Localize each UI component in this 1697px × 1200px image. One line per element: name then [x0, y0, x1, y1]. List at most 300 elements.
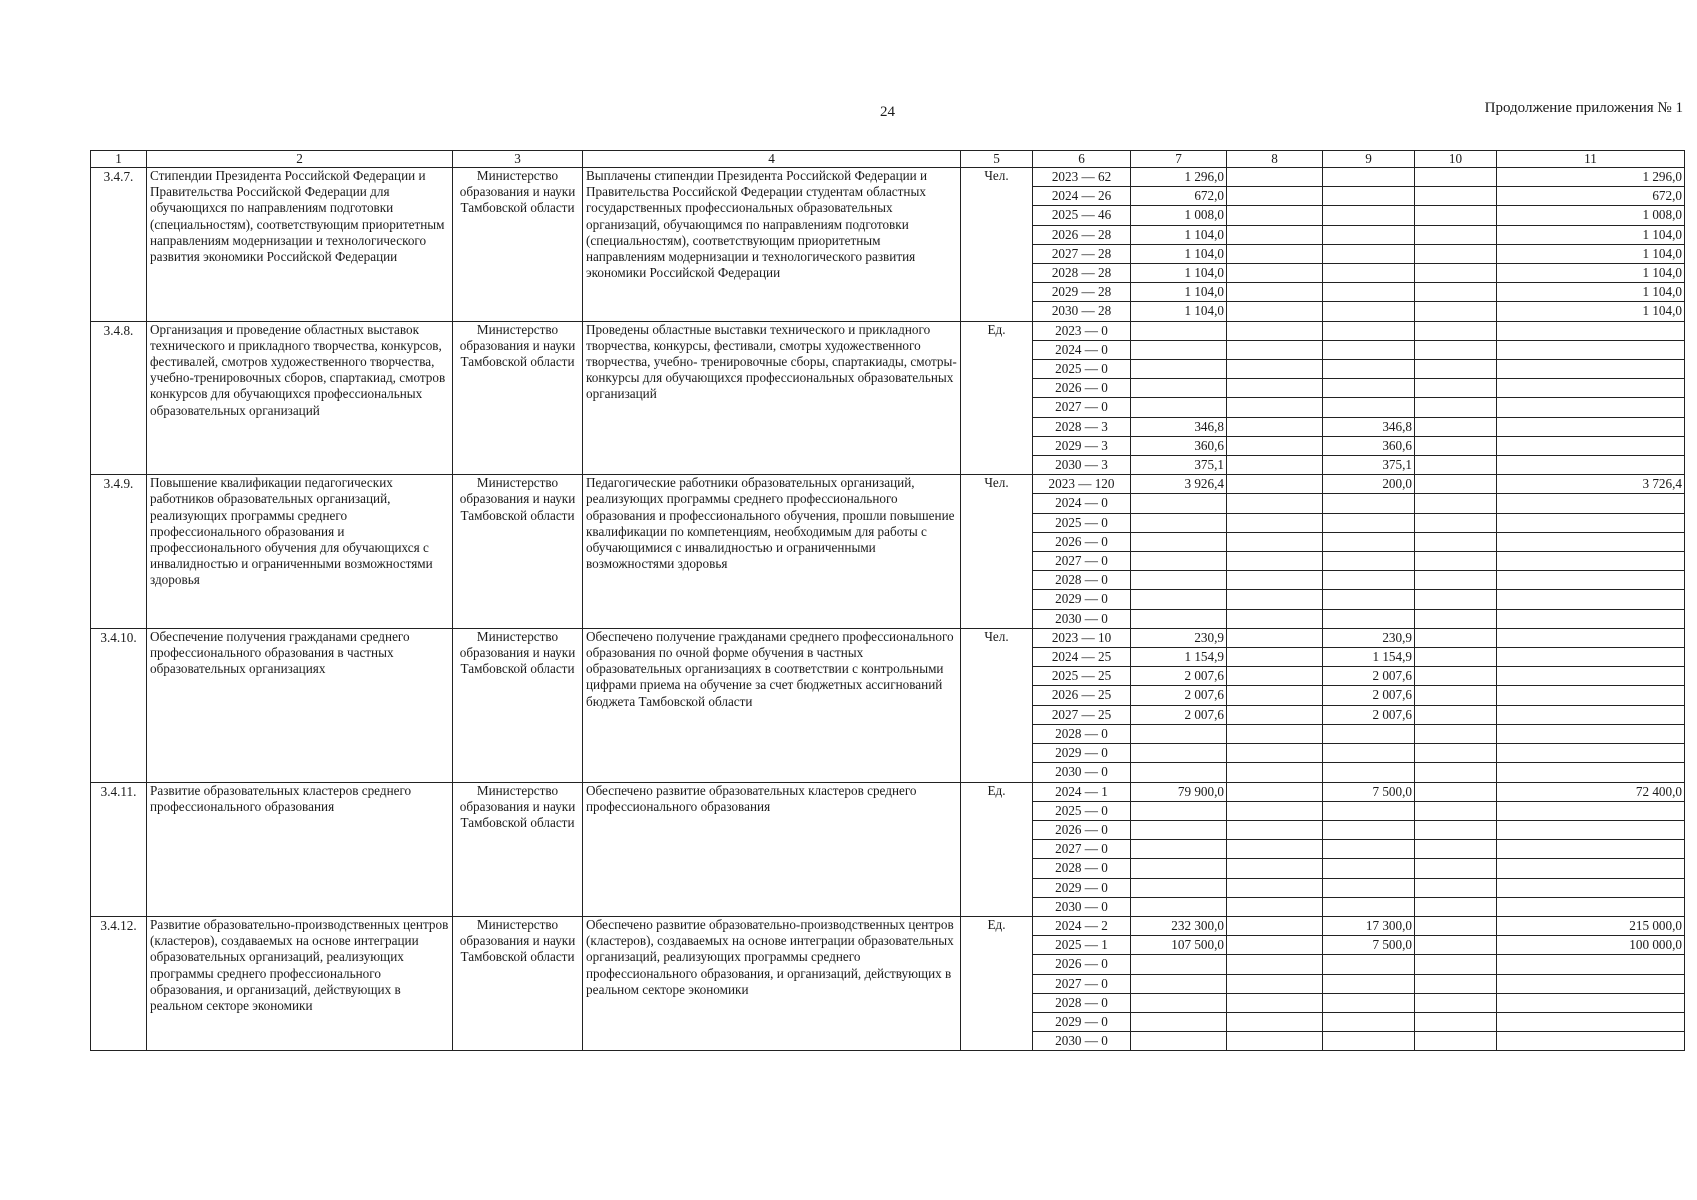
funding-c7: 1 104,0	[1131, 244, 1227, 263]
year-value: 2030 — 3	[1033, 456, 1131, 475]
column-number-row	[91, 151, 1685, 168]
funding-c9	[1323, 244, 1415, 263]
year-value: 2023 — 120	[1033, 475, 1131, 494]
funding-c10	[1415, 686, 1497, 705]
funding-c8	[1227, 571, 1323, 590]
funding-c10	[1415, 820, 1497, 839]
funding-c11	[1497, 590, 1685, 609]
funding-c11	[1497, 417, 1685, 436]
funding-c9: 346,8	[1323, 417, 1415, 436]
funding-c7	[1131, 379, 1227, 398]
item-number: 3.4.11.	[91, 782, 147, 916]
funding-c10	[1415, 801, 1497, 820]
funding-c10	[1415, 552, 1497, 571]
funding-c10	[1415, 513, 1497, 532]
funding-c11: 215 000,0	[1497, 916, 1685, 935]
funding-c10	[1415, 360, 1497, 379]
funding-c8	[1227, 283, 1323, 302]
year-value: 2024 — 2	[1033, 916, 1131, 935]
funding-c11: 1 008,0	[1497, 206, 1685, 225]
item-result: Выплачены стипендии Президента Российской Федерации и Правительства Российской Федерации студентам областных государственных профессиональных образовательных организаций, обучающимся по направлениям подготовки (специальностям), соответствующим приоритетным направлениям модернизации и технологического развития экономики Российской Федерации	[583, 168, 961, 322]
item-result: Обеспечено получение гражданами среднего профессионального образования по очной форме обучения в частных образовательных организациях в соответствии с контрольными цифрами приема на обучение за счет бюджетных ассигнований бюджета Тамбовской области	[583, 628, 961, 782]
funding-c8	[1227, 878, 1323, 897]
funding-c11	[1497, 744, 1685, 763]
year-value: 2023 — 62	[1033, 168, 1131, 187]
funding-c10	[1415, 264, 1497, 283]
year-value: 2024 — 25	[1033, 648, 1131, 667]
year-value: 2024 — 1	[1033, 782, 1131, 801]
funding-c9: 1 154,9	[1323, 648, 1415, 667]
funding-c7	[1131, 993, 1227, 1012]
funding-c10	[1415, 398, 1497, 417]
funding-c8	[1227, 916, 1323, 935]
funding-c9	[1323, 801, 1415, 820]
funding-c10	[1415, 897, 1497, 916]
year-value: 2027 — 0	[1033, 840, 1131, 859]
funding-c7	[1131, 398, 1227, 417]
item-result: Обеспечено развитие образовательных кластеров среднего профессионального образования	[583, 782, 961, 916]
column-header-10: 10	[1415, 151, 1497, 168]
year-value: 2029 — 0	[1033, 744, 1131, 763]
funding-c9	[1323, 1012, 1415, 1031]
funding-c9: 17 300,0	[1323, 916, 1415, 935]
funding-c11	[1497, 456, 1685, 475]
year-value: 2028 — 28	[1033, 264, 1131, 283]
funding-c9: 230,9	[1323, 628, 1415, 647]
funding-c11	[1497, 1032, 1685, 1051]
funding-c11: 672,0	[1497, 187, 1685, 206]
funding-c7: 3 926,4	[1131, 475, 1227, 494]
funding-c7	[1131, 878, 1227, 897]
funding-c10	[1415, 974, 1497, 993]
funding-c7	[1131, 513, 1227, 532]
year-value: 2026 — 25	[1033, 686, 1131, 705]
year-value: 2026 — 0	[1033, 379, 1131, 398]
table-row	[91, 321, 1685, 340]
funding-c7: 1 296,0	[1131, 168, 1227, 187]
funding-c10	[1415, 840, 1497, 859]
funding-c10	[1415, 993, 1497, 1012]
funding-c10	[1415, 321, 1497, 340]
year-value: 2027 — 0	[1033, 974, 1131, 993]
funding-c7	[1131, 321, 1227, 340]
funding-c7	[1131, 360, 1227, 379]
funding-c9	[1323, 494, 1415, 513]
funding-c11	[1497, 993, 1685, 1012]
funding-c11: 1 104,0	[1497, 264, 1685, 283]
table-row	[91, 916, 1685, 935]
funding-c11	[1497, 648, 1685, 667]
item-executor: Министерство образования и науки Тамбовской области	[453, 628, 583, 782]
funding-c8	[1227, 436, 1323, 455]
year-value: 2030 — 0	[1033, 1032, 1131, 1051]
column-header-1: 1	[91, 151, 147, 168]
funding-c11	[1497, 436, 1685, 455]
funding-c9	[1323, 571, 1415, 590]
funding-c11	[1497, 763, 1685, 782]
funding-c10	[1415, 187, 1497, 206]
funding-c11	[1497, 667, 1685, 686]
item-name: Развитие образовательно-производственных центров (кластеров), создаваемых на основе интеграции образовательных организаций, реализующих программы среднего профессионального образования, и организаций, действующих в реальном секторе экономики	[147, 916, 453, 1050]
funding-c8	[1227, 475, 1323, 494]
item-unit: Чел.	[961, 168, 1033, 322]
funding-c11: 100 000,0	[1497, 936, 1685, 955]
funding-c11	[1497, 513, 1685, 532]
item-name: Повышение квалификации педагогических работников образовательных организаций, реализующих программы среднего профессионального образования и профессионального обучения для обучающихся с инвалидностью и ограниченными возможностями здоровья	[147, 475, 453, 629]
item-number: 3.4.8.	[91, 321, 147, 475]
funding-c10	[1415, 456, 1497, 475]
column-header-8: 8	[1227, 151, 1323, 168]
funding-c10	[1415, 417, 1497, 436]
table-row	[91, 168, 1685, 187]
item-unit: Ед.	[961, 782, 1033, 916]
funding-c8	[1227, 379, 1323, 398]
item-unit: Чел.	[961, 475, 1033, 629]
funding-c8	[1227, 244, 1323, 263]
funding-c11	[1497, 628, 1685, 647]
item-executor: Министерство образования и науки Тамбовской области	[453, 782, 583, 916]
funding-c8	[1227, 206, 1323, 225]
funding-c11	[1497, 532, 1685, 551]
funding-c8	[1227, 456, 1323, 475]
funding-c7	[1131, 1012, 1227, 1031]
funding-c8	[1227, 1032, 1323, 1051]
funding-c7: 2 007,6	[1131, 667, 1227, 686]
funding-c9	[1323, 360, 1415, 379]
funding-c9	[1323, 955, 1415, 974]
item-executor: Министерство образования и науки Тамбовской области	[453, 321, 583, 475]
year-value: 2026 — 28	[1033, 225, 1131, 244]
year-value: 2026 — 0	[1033, 820, 1131, 839]
funding-c7	[1131, 571, 1227, 590]
year-value: 2029 — 0	[1033, 878, 1131, 897]
funding-c9	[1323, 993, 1415, 1012]
year-value: 2030 — 0	[1033, 763, 1131, 782]
funding-c8	[1227, 340, 1323, 359]
funding-c10	[1415, 283, 1497, 302]
column-header-4: 4	[583, 151, 961, 168]
funding-c9	[1323, 513, 1415, 532]
funding-c7	[1131, 763, 1227, 782]
funding-c7: 672,0	[1131, 187, 1227, 206]
item-executor: Министерство образования и науки Тамбовской области	[453, 475, 583, 629]
funding-c11	[1497, 398, 1685, 417]
funding-c8	[1227, 859, 1323, 878]
funding-c7: 107 500,0	[1131, 936, 1227, 955]
year-value: 2028 — 0	[1033, 993, 1131, 1012]
funding-c9	[1323, 302, 1415, 321]
funding-c7: 360,6	[1131, 436, 1227, 455]
funding-c9	[1323, 878, 1415, 897]
funding-c10	[1415, 225, 1497, 244]
funding-c8	[1227, 897, 1323, 916]
funding-c7	[1131, 724, 1227, 743]
table-row	[91, 628, 1685, 647]
funding-c9: 2 007,6	[1323, 705, 1415, 724]
funding-c11: 72 400,0	[1497, 782, 1685, 801]
funding-c11	[1497, 897, 1685, 916]
funding-c8	[1227, 609, 1323, 628]
item-executor: Министерство образования и науки Тамбовской области	[453, 916, 583, 1050]
column-header-5: 5	[961, 151, 1033, 168]
item-unit: Ед.	[961, 321, 1033, 475]
year-value: 2027 — 25	[1033, 705, 1131, 724]
funding-c10	[1415, 878, 1497, 897]
funding-c8	[1227, 264, 1323, 283]
funding-c9	[1323, 1032, 1415, 1051]
funding-c11	[1497, 840, 1685, 859]
funding-c11	[1497, 321, 1685, 340]
funding-c8	[1227, 993, 1323, 1012]
item-name: Организация и проведение областных выставок технического и прикладного творчества, конкурсов, фестивалей, смотров художественного творчества, учебно-тренировочных сборов, спартакиад, смотров конкурсов для обучающихся профессиональных образовательных организаций	[147, 321, 453, 475]
year-value: 2028 — 0	[1033, 859, 1131, 878]
funding-c7	[1131, 974, 1227, 993]
funding-c9	[1323, 379, 1415, 398]
funding-c8	[1227, 513, 1323, 532]
funding-c8	[1227, 302, 1323, 321]
funding-c7: 1 104,0	[1131, 225, 1227, 244]
funding-c9	[1323, 974, 1415, 993]
funding-c9: 200,0	[1323, 475, 1415, 494]
funding-c8	[1227, 686, 1323, 705]
funding-c8	[1227, 840, 1323, 859]
funding-c8	[1227, 667, 1323, 686]
funding-c7	[1131, 494, 1227, 513]
year-value: 2023 — 0	[1033, 321, 1131, 340]
year-value: 2024 — 26	[1033, 187, 1131, 206]
funding-c9: 7 500,0	[1323, 782, 1415, 801]
funding-c10	[1415, 744, 1497, 763]
funding-c8	[1227, 936, 1323, 955]
funding-c7	[1131, 859, 1227, 878]
item-result: Проведены областные выставки технического и прикладного творчества, конкурсы, фестивали, смотры художественного творчества, учебно- тренировочные сборы, спартакиады, смотры-конкурсы для обучающихся профессиональных образовательных организаций	[583, 321, 961, 475]
funding-c9: 2 007,6	[1323, 667, 1415, 686]
funding-c7: 232 300,0	[1131, 916, 1227, 935]
funding-c8	[1227, 1012, 1323, 1031]
funding-c11	[1497, 801, 1685, 820]
funding-c7: 346,8	[1131, 417, 1227, 436]
funding-c10	[1415, 936, 1497, 955]
year-value: 2029 — 28	[1033, 283, 1131, 302]
funding-c9	[1323, 321, 1415, 340]
funding-c8	[1227, 532, 1323, 551]
funding-c9: 360,6	[1323, 436, 1415, 455]
funding-c8	[1227, 782, 1323, 801]
year-value: 2030 — 0	[1033, 609, 1131, 628]
funding-c9	[1323, 206, 1415, 225]
funding-c11	[1497, 955, 1685, 974]
funding-c8	[1227, 552, 1323, 571]
funding-c10	[1415, 244, 1497, 263]
funding-c7	[1131, 590, 1227, 609]
funding-c10	[1415, 206, 1497, 225]
item-number: 3.4.12.	[91, 916, 147, 1050]
funding-c9	[1323, 859, 1415, 878]
funding-c7	[1131, 609, 1227, 628]
year-value: 2028 — 3	[1033, 417, 1131, 436]
funding-c10	[1415, 955, 1497, 974]
funding-c10	[1415, 648, 1497, 667]
funding-c11	[1497, 1012, 1685, 1031]
funding-c9	[1323, 763, 1415, 782]
year-value: 2030 — 28	[1033, 302, 1131, 321]
funding-c11	[1497, 571, 1685, 590]
funding-c8	[1227, 763, 1323, 782]
funding-c7	[1131, 897, 1227, 916]
funding-c9	[1323, 609, 1415, 628]
funding-c7	[1131, 744, 1227, 763]
funding-c9	[1323, 724, 1415, 743]
funding-c8	[1227, 398, 1323, 417]
funding-c8	[1227, 705, 1323, 724]
year-value: 2029 — 0	[1033, 1012, 1131, 1031]
funding-c7: 2 007,6	[1131, 686, 1227, 705]
funding-c9	[1323, 552, 1415, 571]
funding-c8	[1227, 494, 1323, 513]
item-unit: Ед.	[961, 916, 1033, 1050]
funding-c7	[1131, 552, 1227, 571]
item-name: Обеспечение получения гражданами среднего профессионального образования в частных образовательных организациях	[147, 628, 453, 782]
funding-c7	[1131, 840, 1227, 859]
funding-c8	[1227, 820, 1323, 839]
column-header-7: 7	[1131, 151, 1227, 168]
funding-c9	[1323, 340, 1415, 359]
funding-c7: 1 154,9	[1131, 648, 1227, 667]
funding-c7: 1 104,0	[1131, 283, 1227, 302]
funding-c8	[1227, 321, 1323, 340]
funding-c8	[1227, 801, 1323, 820]
funding-c10	[1415, 494, 1497, 513]
funding-c8	[1227, 648, 1323, 667]
funding-c11	[1497, 686, 1685, 705]
funding-c11	[1497, 705, 1685, 724]
item-result: Обеспечено развитие образовательно-производственных центров (кластеров), создаваемых на основе интеграции образовательных организаций, реализующих программы среднего профессионального образования, и организаций, действующих в реальном секторе экономики	[583, 916, 961, 1050]
funding-c7: 2 007,6	[1131, 705, 1227, 724]
funding-c11	[1497, 360, 1685, 379]
funding-c7	[1131, 820, 1227, 839]
year-value: 2030 — 0	[1033, 897, 1131, 916]
item-number: 3.4.9.	[91, 475, 147, 629]
funding-c9	[1323, 168, 1415, 187]
funding-c8	[1227, 744, 1323, 763]
year-value: 2027 — 0	[1033, 552, 1131, 571]
item-unit: Чел.	[961, 628, 1033, 782]
funding-c8	[1227, 225, 1323, 244]
funding-c10	[1415, 340, 1497, 359]
column-header-3: 3	[453, 151, 583, 168]
item-result: Педагогические работники образовательных организаций, реализующих программы среднего профессионального образования и профессионального обучения, прошли повышение квалификации по компетенциям, необходимым для работы с обучающимися с инвалидностью и ограниченными возможностями здоровья	[583, 475, 961, 629]
funding-c9	[1323, 187, 1415, 206]
funding-c9	[1323, 820, 1415, 839]
item-name: Стипендии Президента Российской Федерации и Правительства Российской Федерации для обучающихся по направлениям подготовки (специальностям), соответствующим приоритетным направлениям модернизации и технологического развития экономики Российской Федерации	[147, 168, 453, 322]
funding-c9	[1323, 398, 1415, 417]
funding-c8	[1227, 628, 1323, 647]
year-value: 2025 — 46	[1033, 206, 1131, 225]
funding-c8	[1227, 417, 1323, 436]
funding-c10	[1415, 168, 1497, 187]
funding-c7: 1 008,0	[1131, 206, 1227, 225]
funding-c10	[1415, 532, 1497, 551]
item-number: 3.4.10.	[91, 628, 147, 782]
funding-c8	[1227, 168, 1323, 187]
year-value: 2029 — 3	[1033, 436, 1131, 455]
year-value: 2025 — 0	[1033, 801, 1131, 820]
year-value: 2028 — 0	[1033, 724, 1131, 743]
funding-c9: 7 500,0	[1323, 936, 1415, 955]
year-value: 2027 — 28	[1033, 244, 1131, 263]
funding-c7: 230,9	[1131, 628, 1227, 647]
funding-c8	[1227, 360, 1323, 379]
funding-c11	[1497, 974, 1685, 993]
funding-c11	[1497, 820, 1685, 839]
column-header-9: 9	[1323, 151, 1415, 168]
funding-c11	[1497, 379, 1685, 398]
funding-c9	[1323, 590, 1415, 609]
table-row	[91, 782, 1685, 801]
funding-c9	[1323, 225, 1415, 244]
funding-c11: 1 296,0	[1497, 168, 1685, 187]
funding-c9	[1323, 283, 1415, 302]
year-value: 2025 — 0	[1033, 360, 1131, 379]
funding-c10	[1415, 763, 1497, 782]
funding-c10	[1415, 628, 1497, 647]
funding-c10	[1415, 782, 1497, 801]
funding-c9	[1323, 532, 1415, 551]
funding-c10	[1415, 609, 1497, 628]
funding-c9	[1323, 840, 1415, 859]
funding-c9	[1323, 744, 1415, 763]
funding-c7: 1 104,0	[1131, 264, 1227, 283]
funding-c10	[1415, 571, 1497, 590]
funding-c7: 79 900,0	[1131, 782, 1227, 801]
funding-c10	[1415, 475, 1497, 494]
column-header-11: 11	[1497, 151, 1685, 168]
funding-c7	[1131, 955, 1227, 974]
funding-c10	[1415, 916, 1497, 935]
funding-c9	[1323, 897, 1415, 916]
year-value: 2024 — 0	[1033, 340, 1131, 359]
item-number: 3.4.7.	[91, 168, 147, 322]
funding-c8	[1227, 590, 1323, 609]
funding-c9: 375,1	[1323, 456, 1415, 475]
funding-c10	[1415, 379, 1497, 398]
year-value: 2023 — 10	[1033, 628, 1131, 647]
funding-c9	[1323, 264, 1415, 283]
year-value: 2025 — 1	[1033, 936, 1131, 955]
funding-c10	[1415, 667, 1497, 686]
column-header-6: 6	[1033, 151, 1131, 168]
funding-c10	[1415, 590, 1497, 609]
funding-c11: 1 104,0	[1497, 283, 1685, 302]
funding-c11	[1497, 494, 1685, 513]
year-value: 2026 — 0	[1033, 955, 1131, 974]
year-value: 2027 — 0	[1033, 398, 1131, 417]
funding-c11	[1497, 859, 1685, 878]
funding-c7: 375,1	[1131, 456, 1227, 475]
funding-c10	[1415, 1012, 1497, 1031]
year-value: 2025 — 0	[1033, 513, 1131, 532]
year-value: 2029 — 0	[1033, 590, 1131, 609]
year-value: 2024 — 0	[1033, 494, 1131, 513]
page-number: 24	[880, 104, 895, 120]
funding-c7: 1 104,0	[1131, 302, 1227, 321]
funding-c11	[1497, 878, 1685, 897]
funding-c11: 1 104,0	[1497, 244, 1685, 263]
funding-c10	[1415, 724, 1497, 743]
item-executor: Министерство образования и науки Тамбовской области	[453, 168, 583, 322]
funding-c7	[1131, 532, 1227, 551]
funding-c11	[1497, 724, 1685, 743]
